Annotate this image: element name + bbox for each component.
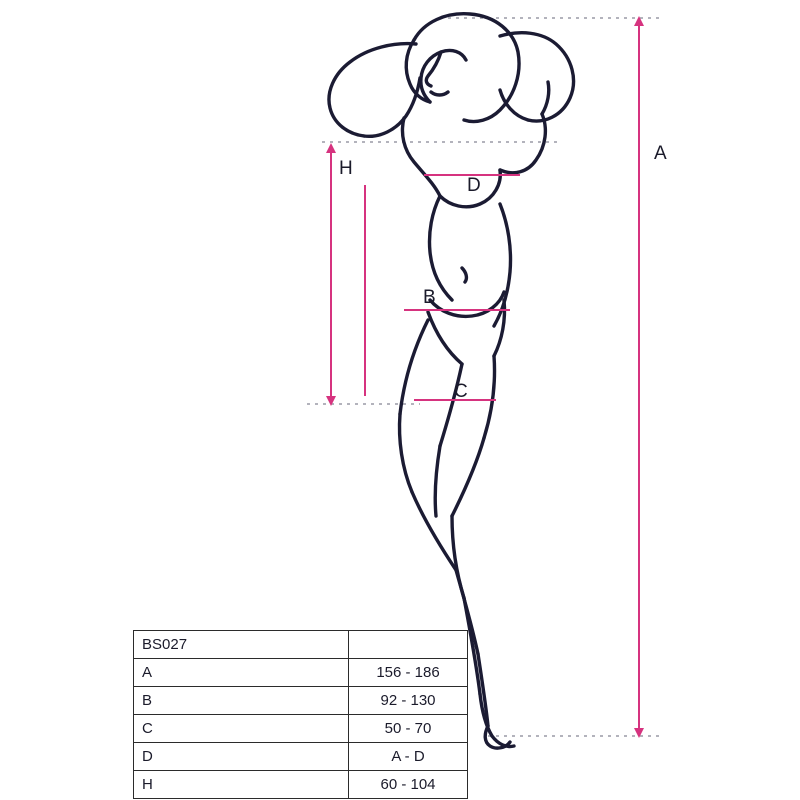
table-cell-label: D xyxy=(134,743,349,771)
table-cell-value: 60 - 104 xyxy=(349,771,468,799)
table-row xyxy=(134,771,468,799)
dimension-label-h: H xyxy=(339,158,354,179)
dimension-label-a: A xyxy=(654,143,667,164)
table-row xyxy=(134,687,468,715)
table-cell-label: C xyxy=(134,715,349,743)
dimension-label-b: B xyxy=(423,287,436,308)
guide-lines xyxy=(307,18,660,736)
table-cell-value: 50 - 70 xyxy=(349,715,468,743)
table-cell-value: A - D xyxy=(349,743,468,771)
dimension-label-c: C xyxy=(454,381,469,402)
table-row xyxy=(134,743,468,771)
table-cell-model-name: BS027 xyxy=(134,631,349,659)
table-cell-value: 92 - 130 xyxy=(349,687,468,715)
table-row xyxy=(134,715,468,743)
table-row xyxy=(134,659,468,687)
table-cell-label: B xyxy=(134,687,349,715)
size-table xyxy=(133,630,468,799)
table-cell-value: 156 - 186 xyxy=(349,659,468,687)
table-cell-model-value xyxy=(349,631,468,659)
table-cell-label: A xyxy=(134,659,349,687)
dimension-label-d: D xyxy=(467,175,482,196)
table-cell-label: H xyxy=(134,771,349,799)
table-row-header xyxy=(134,631,468,659)
